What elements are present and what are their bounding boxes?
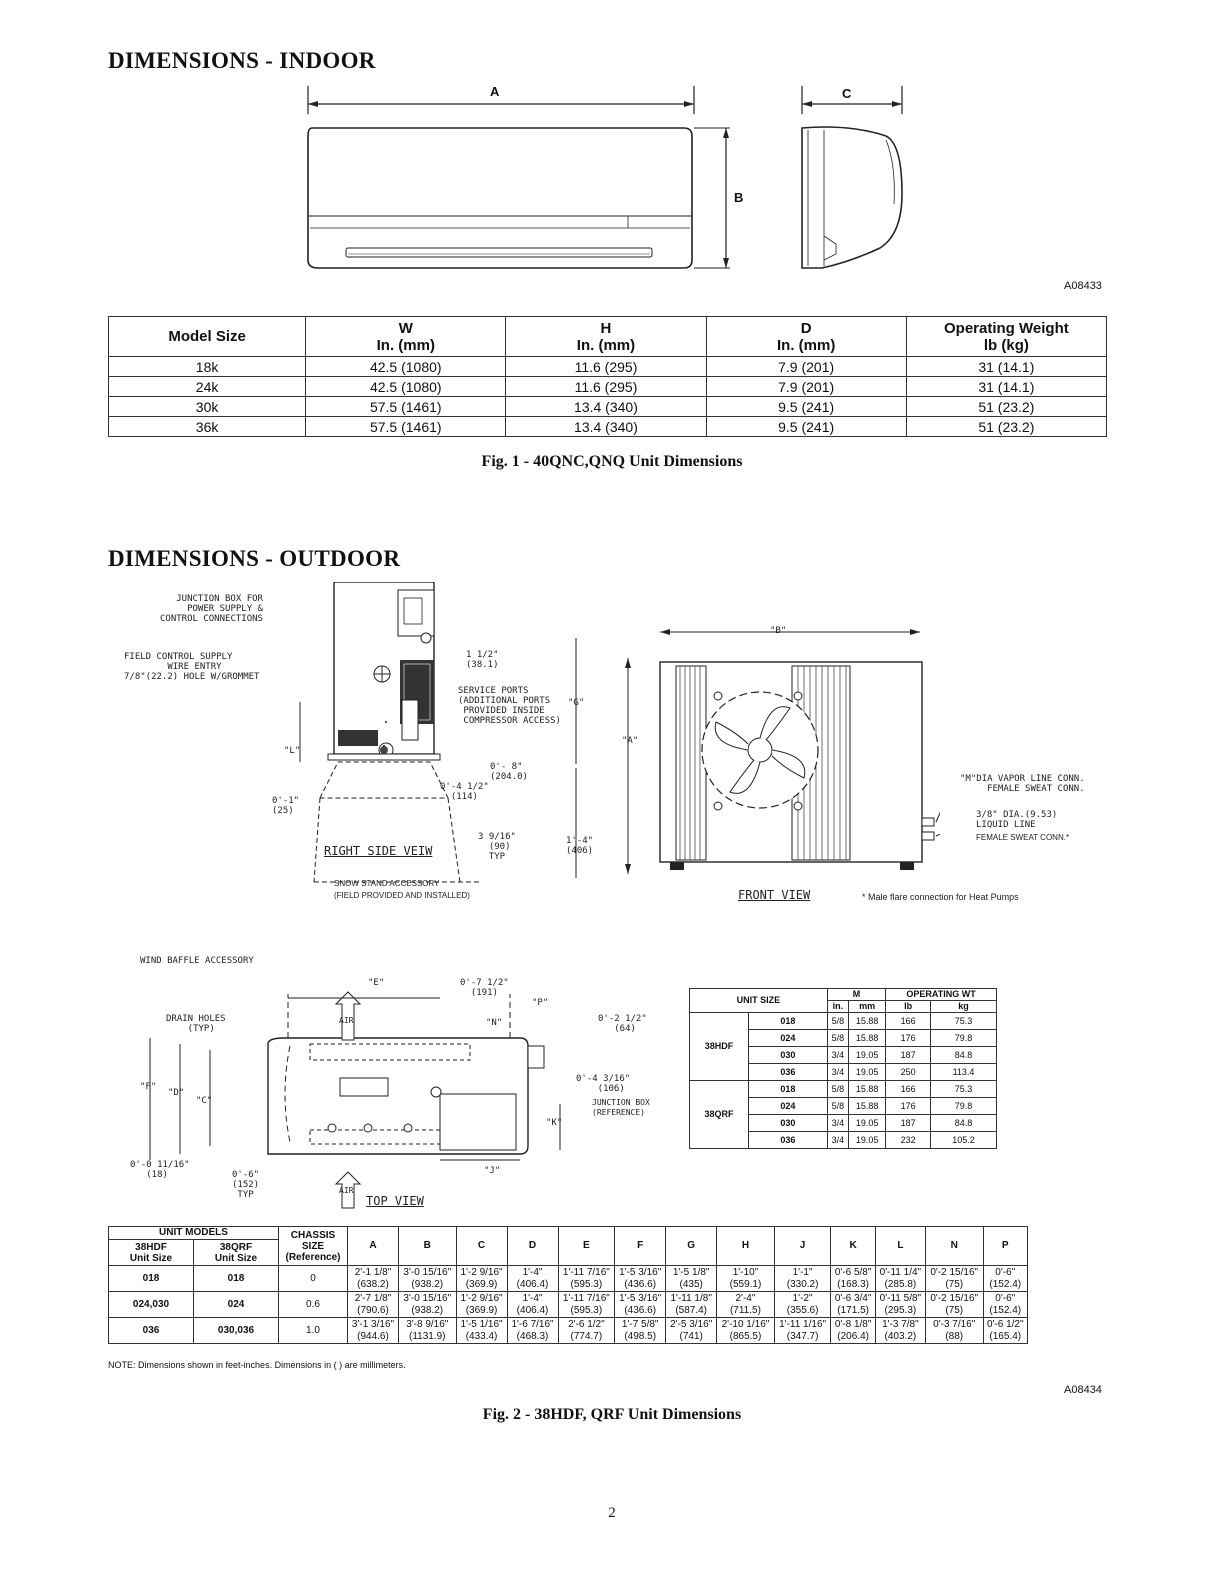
label-junction-box: JUNCTION BOX FOR POWER SUPPLY & CONTROL CONNECTIONS bbox=[160, 594, 263, 624]
label-l: "L" bbox=[284, 746, 301, 756]
table-row: 036 3/4 19.05 232 105.2 bbox=[690, 1132, 997, 1149]
table-row: 18k 42.5 (1080) 11.6 (295) 7.9 (201) 31 (14.1) bbox=[109, 357, 1107, 377]
table-row: 024 5/8 15.88 176 79.8 bbox=[690, 1098, 997, 1115]
outdoor-ref-code: A08434 bbox=[1064, 1384, 1102, 1396]
label-3-9-16: 3 9/16" (90) TYP bbox=[478, 832, 516, 862]
dimension-cell: 1'-1" (330.2) bbox=[774, 1266, 831, 1292]
dimension-cell: 1'-11 7/16" (595.3) bbox=[558, 1292, 615, 1318]
dimension-cell: 1'-6 7/16" (468.3) bbox=[507, 1318, 558, 1344]
label-snow-stand: SNOW STAND ACCESSORY bbox=[334, 879, 440, 888]
dimension-cell: 0'-6" (152.4) bbox=[983, 1266, 1028, 1292]
label-0-4-3-16: 0'-4 3/16" (106) bbox=[576, 1074, 631, 1094]
dimension-cell: 3'-0 15/16" (938.2) bbox=[398, 1292, 456, 1318]
dimension-cell: 1'-3 7/8" (403.2) bbox=[875, 1318, 925, 1344]
label-junction-box-ref: JUNCTION BOX (REFERENCE) bbox=[592, 1098, 650, 1117]
col-header-letter: J bbox=[774, 1227, 831, 1266]
label-service-ports: SERVICE PORTS (ADDITIONAL PORTS PROVIDED INSIDE COMPRESSOR ACCESS) bbox=[458, 686, 561, 726]
table-row: 036 030,036 1.0 3'-1 3/16" (944.6) 3'-8 9/16" (1131.9) 1'-5 1/16" (433.4) 1'-6 7/16" (468.3) 2'-6 1/2" (774.7) 1'-7 5/8" (498.5) 2'-5 3/16" (741) 2'-10 1/16" (865.5) 1'-11 1/16" (347.7) 0'-8 1/8" (206.4) 1'-3 7/8" (403.2) 0'-3 7/16" (88) 0'-6 1/2" (165.4) bbox=[109, 1318, 1028, 1344]
front-view-title: FRONT VIEW bbox=[738, 888, 811, 902]
col-header-letter: E bbox=[558, 1227, 615, 1266]
col-header-letter: P bbox=[983, 1227, 1028, 1266]
label-0-8: 0'- 8" (204.0) bbox=[490, 762, 528, 782]
dimension-cell: 3'-1 3/16" (944.6) bbox=[348, 1318, 399, 1344]
label-air-bottom: AIR bbox=[339, 1186, 354, 1195]
label-top-p: "P" bbox=[532, 998, 549, 1008]
outdoor-dimensions-table: UNIT MODELS CHASSIS SIZE (Reference) A B C D E F G H J K L N P 38HDF Unit Size 38QRF Unit Size 018 018 0 2'-1 1/8" (638.2) 3'-0 15/16" (938.2) 1'-2 9/16" (369.9) 1'-4" (406.4) 1'-11 7/16" (595.3) 1'-5 3/16" (436.6) 1'-5 1/8" (435) 1'-10" (559.1) 1'-1" (330.2) 0'-6 5/8" (168.3) 0'-11 1/4" (285.8) 0'-2 15/16" (75) 0'-6" (152.4) 024,030 024 0.6 2'-7 1/8" (790.6) 3'-0 15/16" (938.2) 1'-2 9/16" (369.9) 1'-4" (406.4) 1'-11 7/16" (595.3) 1'-5 3/16" (436.6) 1'-11 1/8" (587.4) 2'-4" (711.5) 1'-2" (355.6) 0'-6 3/4" (171.5) 0'-11 5/8" (295.3) 0'-2 15/16" (75) 0'-6" (152.4) 036 030,036 1.0 3'-1 3/16" (944.6) 3'-8 9/16" (1131.9) 1'-5 1/16" (433.4) 1'-6 7/16" (468.3) 2'-6 1/2" (774.7) 1'-7 5/8" (498.5) 2'-5 3/16" (741) 2'-10 1/16" (865.5) 1'-11 1/16" (347.7) 0'-8 1/8" (206.4) 1'-3 7/8" (403.2) 0'-3 7/16" (88) 0'-6 1/2" (165.4) bbox=[108, 1226, 1028, 1344]
label-g: "G" bbox=[568, 698, 585, 708]
table-row: 30k 57.5 (1461) 13.4 (340) 9.5 (241) 51 (23.2) bbox=[109, 397, 1107, 417]
dimension-cell: 1'-4" (406.4) bbox=[507, 1292, 558, 1318]
label-0-6: 0'-6" (152) TYP bbox=[232, 1170, 260, 1200]
indoor-header-model: Model Size bbox=[109, 317, 306, 357]
dimension-cell: 1'-2 9/16" (369.9) bbox=[456, 1292, 507, 1318]
label-top-j: "J" bbox=[484, 1166, 501, 1176]
col-header-letter: H bbox=[717, 1227, 775, 1266]
indoor-ref-code: A08433 bbox=[1064, 280, 1102, 292]
label-wind-baffle: WIND BAFFLE ACCESSORY bbox=[140, 956, 254, 966]
dimension-cell: 0'-11 1/4" (285.8) bbox=[875, 1266, 925, 1292]
dimensions-note: NOTE: Dimensions shown in feet-inches. Dimensions in ( ) are millimeters. bbox=[108, 1360, 406, 1370]
dimension-cell: 1'-11 7/16" (595.3) bbox=[558, 1266, 615, 1292]
dimension-cell: 1'-2" (355.6) bbox=[774, 1292, 831, 1318]
label-top-c: "C" bbox=[196, 1096, 213, 1106]
label-field-control: FIELD CONTROL SUPPLY WIRE ENTRY 7/8"(22.2) HOLE W/GROMMET bbox=[124, 652, 260, 682]
label-0-4-1-2: 0'-4 1/2" (114) bbox=[440, 782, 489, 802]
table-row: 030 3/4 19.05 187 84.8 bbox=[690, 1115, 997, 1132]
label-heat-pump-note: * Male flare connection for Heat Pumps bbox=[862, 892, 1019, 902]
dimension-cell: 2'-6 1/2" (774.7) bbox=[558, 1318, 615, 1344]
dimension-cell: 1'-5 3/16" (436.6) bbox=[615, 1292, 666, 1318]
indoor-header-w: W In. (mm) bbox=[306, 317, 506, 357]
label-front-a: "A" bbox=[622, 736, 639, 746]
dimension-cell: 0'-6 5/8" (168.3) bbox=[831, 1266, 875, 1292]
outdoor-section-title: DIMENSIONS - OUTDOOR bbox=[108, 546, 401, 571]
dimension-cell: 2'-1 1/8" (638.2) bbox=[348, 1266, 399, 1292]
dim-label-b: B bbox=[734, 190, 744, 205]
dimension-cell: 3'-0 15/16" (938.2) bbox=[398, 1266, 456, 1292]
page-number: 2 bbox=[608, 1505, 616, 1521]
dim-label-c: C bbox=[842, 86, 852, 101]
label-air-top: AIR bbox=[339, 1016, 354, 1025]
col-header-letter: B bbox=[398, 1227, 456, 1266]
indoor-section-title: DIMENSIONS - INDOOR bbox=[108, 48, 376, 73]
label-1-1-2: 1 1/2" (38.1) bbox=[466, 650, 499, 670]
figure-1-caption: Fig. 1 - 40QNC,QNQ Unit Dimensions bbox=[481, 453, 743, 470]
dim-label-a: A bbox=[490, 84, 500, 99]
label-drain-holes: DRAIN HOLES (TYP) bbox=[166, 1014, 226, 1034]
col-header-letter: A bbox=[348, 1227, 399, 1266]
label-0-2-1-2: 0'-2 1/2" (64) bbox=[598, 1014, 647, 1034]
dimension-cell: 0'-11 5/8" (295.3) bbox=[875, 1292, 925, 1318]
dimension-cell: 1'-5 1/8" (435) bbox=[666, 1266, 717, 1292]
label-top-n: "N" bbox=[486, 1018, 503, 1028]
table-row: 036 3/4 19.05 250 113.4 bbox=[690, 1064, 997, 1081]
table-row: 018 018 0 2'-1 1/8" (638.2) 3'-0 15/16" (938.2) 1'-2 9/16" (369.9) 1'-4" (406.4) 1'-11 7/16" (595.3) 1'-5 3/16" (436.6) 1'-5 1/8" (435) 1'-10" (559.1) 1'-1" (330.2) 0'-6 5/8" (168.3) 0'-11 1/4" (285.8) 0'-2 15/16" (75) 0'-6" (152.4) bbox=[109, 1266, 1028, 1292]
label-snow-stand-note: (FIELD PROVIDED AND INSTALLED) bbox=[334, 891, 470, 900]
figure-2-caption: Fig. 2 - 38HDF, QRF Unit Dimensions bbox=[482, 1406, 742, 1423]
label-0-1: 0'-1" (25) bbox=[272, 796, 300, 816]
dimension-cell: 1'-5 1/16" (433.4) bbox=[456, 1318, 507, 1344]
label-top-e: "E" bbox=[368, 978, 385, 988]
col-header-letter: C bbox=[456, 1227, 507, 1266]
dimension-cell: 0'-6 3/4" (171.5) bbox=[831, 1292, 875, 1318]
indoor-header-h: H In. (mm) bbox=[506, 317, 706, 357]
dimension-cell: 2'-5 3/16" (741) bbox=[666, 1318, 717, 1344]
table-row: 024 5/8 15.88 176 79.8 bbox=[690, 1030, 997, 1047]
indoor-header-weight: Operating Weight lb (kg) bbox=[906, 317, 1106, 357]
dimension-cell: 1'-5 3/16" (436.6) bbox=[615, 1266, 666, 1292]
dimension-cell: 3'-8 9/16" (1131.9) bbox=[398, 1318, 456, 1344]
table-row: 38HDF 018 5/8 15.88 166 75.3 bbox=[690, 1013, 997, 1030]
col-header-letter: L bbox=[875, 1227, 925, 1266]
indoor-header-d: D In. (mm) bbox=[706, 317, 906, 357]
label-0-0-11-16: 0'-0 11/16" (18) bbox=[130, 1160, 190, 1180]
label-m-vapor-line: "M"DIA VAPOR LINE CONN. FEMALE SWEAT CONN. bbox=[960, 774, 1085, 794]
label-top-f: "F" bbox=[140, 1082, 157, 1092]
right-side-view-title: RIGHT SIDE VEIW bbox=[324, 844, 433, 858]
label-top-k: "K" bbox=[546, 1118, 563, 1128]
dimension-cell: 0'-6 1/2" (165.4) bbox=[983, 1318, 1028, 1344]
m-weight-table: UNIT SIZE M OPERATING WT in. mm lb kg 38HDF 018 5/8 15.88 166 75.3 024 5/8 15.88 176 79.8 030 3/4 19.05 187 84.8 036 3/4 19.05 250 113.4 38QRF 018 5/8 15.88 166 75.3 024 5/8 15.88 176 79.8 030 3/4 19.05 187 84.8 036 3/4 19.05 232 105.2 bbox=[689, 988, 997, 1149]
label-0-7-1-2: 0'-7 1/2" (191) bbox=[460, 978, 509, 998]
col-header-letter: K bbox=[831, 1227, 875, 1266]
dimension-cell: 1'-2 9/16" (369.9) bbox=[456, 1266, 507, 1292]
dimension-cell: 2'-4" (711.5) bbox=[717, 1292, 775, 1318]
label-liquid-line: 3/8" DIA.(9.53) LIQUID LINE bbox=[976, 810, 1058, 830]
dimension-cell: 1'-11 1/16" (347.7) bbox=[774, 1318, 831, 1344]
dimension-cell: 1'-4" (406.4) bbox=[507, 1266, 558, 1292]
front-view-drawing bbox=[620, 618, 940, 882]
table-row: 38QRF 018 5/8 15.88 166 75.3 bbox=[690, 1081, 997, 1098]
dimension-cell: 0'-2 15/16" (75) bbox=[925, 1266, 983, 1292]
indoor-dimensions-table bbox=[108, 316, 1107, 437]
col-header-letter: D bbox=[507, 1227, 558, 1266]
dimension-cell: 0'-6" (152.4) bbox=[983, 1292, 1028, 1318]
label-liquid-line-conn: FEMALE SWEAT CONN.* bbox=[976, 833, 1070, 842]
col-header-letter: G bbox=[666, 1227, 717, 1266]
label-front-b: "B" bbox=[770, 626, 787, 636]
dimension-cell: 0'-2 15/16" (75) bbox=[925, 1292, 983, 1318]
label-1-4: 1'-4" (406) bbox=[566, 836, 594, 856]
dimension-cell: 0'-3 7/16" (88) bbox=[925, 1318, 983, 1344]
col-header-letter: N bbox=[925, 1227, 983, 1266]
dimension-cell: 1'-10" (559.1) bbox=[717, 1266, 775, 1292]
label-top-d: "D" bbox=[168, 1088, 185, 1098]
dimension-cell: 1'-11 1/8" (587.4) bbox=[666, 1292, 717, 1318]
table-row: 030 3/4 19.05 187 84.8 bbox=[690, 1047, 997, 1064]
dimension-cell: 0'-8 1/8" (206.4) bbox=[831, 1318, 875, 1344]
dimension-cell: 2'-10 1/16" (865.5) bbox=[717, 1318, 775, 1344]
col-header-letter: F bbox=[615, 1227, 666, 1266]
dimension-cell: 2'-7 1/8" (790.6) bbox=[348, 1292, 399, 1318]
dimension-cell: 1'-7 5/8" (498.5) bbox=[615, 1318, 666, 1344]
top-view-title: TOP VIEW bbox=[366, 1194, 424, 1208]
indoor-unit-drawing bbox=[290, 84, 930, 274]
table-row: 024,030 024 0.6 2'-7 1/8" (790.6) 3'-0 15/16" (938.2) 1'-2 9/16" (369.9) 1'-4" (406.4) 1'-11 7/16" (595.3) 1'-5 3/16" (436.6) 1'-11 1/8" (587.4) 2'-4" (711.5) 1'-2" (355.6) 0'-6 3/4" (171.5) 0'-11 5/8" (295.3) 0'-2 15/16" (75) 0'-6" (152.4) bbox=[109, 1292, 1028, 1318]
table-row: 24k 42.5 (1080) 11.6 (295) 7.9 (201) 31 (14.1) bbox=[109, 377, 1107, 397]
table-row: 36k 57.5 (1461) 13.4 (340) 9.5 (241) 51 (23.2) bbox=[109, 417, 1107, 437]
